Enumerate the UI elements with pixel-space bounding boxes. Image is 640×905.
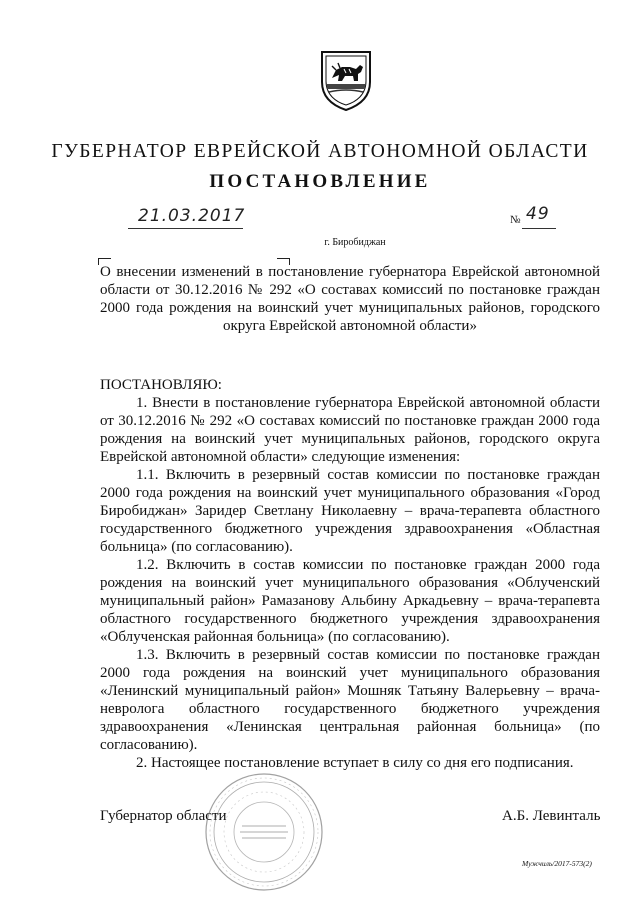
official-seal — [202, 770, 326, 894]
number-underline — [522, 228, 556, 229]
document-code: Мужчиль/2017-573(2) — [522, 859, 592, 868]
number-sign: № — [510, 214, 521, 226]
paragraph-1-3: 1.3. Включить в резервный состав комиссии по постановке граждан 2000 года рождения на воинский учет муниципального образования «Ленинский муниципальный район» Мошняк Татьяну Валерьевну – врача-невролога областного государственного бюджетного учреждения здравоохранения «Ленинская центральная районная больница» (по согласованию). — [100, 647, 600, 753]
paragraph-1-2: 1.2. Включить в состав комиссии по постановке граждан 2000 года рождения на воинский учет муниципального образования «Облученский муниципальный район» Рамазанову Альбину Аркадьевну – врача-терапевта областного государственного бюджетного учреждения здравоохранения «Облученская районная больница» (по согласованию). — [100, 557, 600, 645]
coat-of-arms-icon — [318, 48, 374, 112]
issuer-title: ГУБЕРНАТОР ЕВРЕЙСКОЙ АВТОНОМНОЙ ОБЛАСТИ — [51, 141, 589, 162]
date-underline — [128, 228, 243, 229]
document-number: 49 — [526, 204, 550, 224]
document-subject — [100, 263, 600, 335]
paragraph-1-1: 1.1. Включить в резервный состав комиссии по постановке граждан 2000 года рождения на воинский учет муниципального образования «Город Биробиджан» Заридер Светлану Николаевну – врача-терапевта областного государственного бюджетного учреждения здравоохранения «Областная больница» (по согласованию). — [100, 467, 600, 555]
document-body — [100, 376, 600, 772]
city-label: г. Биробиджан — [324, 237, 386, 248]
subject-text: О внесении изменений в постановление губернатора Еврейской автономной области от 30.12.2016 № 292 «О составах комиссий по постановке граждан 2000 года рождения на воинский учет муниципальных районов, городского округа Еврейской автономной области» — [100, 264, 600, 334]
decree-word: ПОСТАНОВЛЯЮ: — [100, 377, 222, 393]
paragraph-2: 2. Настоящее постановление вступает в силу со дня его подписания. — [136, 755, 574, 771]
document-date: 21.03.2017 — [138, 206, 246, 226]
signer-name: А.Б. Левинталь — [502, 808, 601, 824]
document-type: ПОСТАНОВЛЕНИЕ — [209, 171, 431, 192]
signer-title: Губернатор области — [100, 808, 227, 824]
paragraph-1: 1. Внести в постановление губернатора Еврейской автономной области от 30.12.2016 № 292 «О составах комиссий по постановке граждан 2000 года рождения на воинский учет муниципальных районов, городского округа Еврейской автономной области» следующие изменения: — [100, 395, 600, 465]
